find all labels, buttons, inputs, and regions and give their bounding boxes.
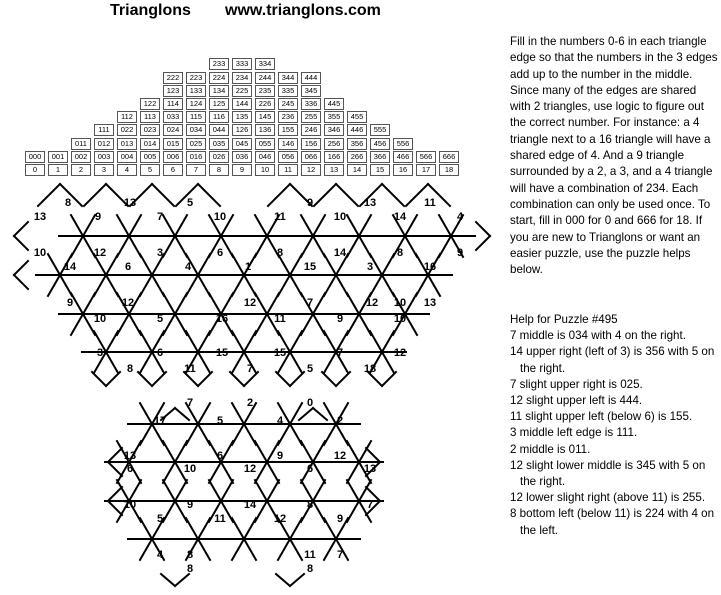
combo-cell: 335 [278,85,298,97]
triangle-number: 12 [365,297,379,309]
combo-cell: 236 [278,111,298,123]
combo-cell: 245 [278,98,298,110]
combo-cell: 226 [255,98,275,110]
grid-line [175,574,189,586]
sum-cell: 8 [209,164,229,176]
combo-cell: 146 [278,138,298,150]
triangle-number: 9 [66,297,74,309]
grid-line [198,372,212,386]
triangle-number: 8 [126,363,134,375]
sum-cell: 12 [301,164,321,176]
combo-cell: 166 [324,151,344,163]
triangle-number: 7 [336,347,344,359]
combo-cell: 125 [209,98,229,110]
combo-cell: 044 [209,124,229,136]
triangle-number: 14 [393,211,407,223]
triangle-number: 12 [273,513,287,525]
triangle-number: 12 [93,247,107,259]
combo-cell: 013 [117,138,137,150]
combo-cell: 136 [255,124,275,136]
combo-cell: 122 [140,98,160,110]
grid-line [314,184,336,206]
grid-line [14,261,28,275]
triangle-number: 13 [123,450,137,462]
help-item: 2 middle is 011. [510,442,591,456]
combo-cell: 014 [140,138,160,150]
triangle-number: 10 [393,313,407,325]
combo-cell: 003 [94,151,114,163]
grid-line [299,408,313,420]
grid-line [230,372,244,386]
combo-cell: 015 [163,138,183,150]
triangle-number: 0 [306,397,314,409]
help-item: 12 slight upper left is 444. [510,394,643,408]
triangle-number: 3 [366,261,374,273]
combo-cell: 566 [416,151,436,163]
triangle-number: 8 [186,549,194,561]
combo-cell: 345 [301,85,321,97]
grid-line [152,184,174,206]
triangle-number: 10 [123,499,137,511]
combo-cell: 366 [370,151,390,163]
combo-cell: 001 [48,151,68,163]
combo-cell: 113 [140,111,160,123]
grid-line [108,462,122,476]
triangle-number: 17 [153,415,167,427]
grid-line [161,574,175,586]
triangle-number: 11 [274,211,286,223]
sum-cell: 18 [439,164,459,176]
combo-cell: 224 [209,72,229,84]
triangle-number: 10 [213,211,227,223]
grid-line [336,184,358,206]
combo-cell: 244 [255,72,275,84]
triangle-number: 5 [306,363,314,375]
triangle-number: 6 [216,247,224,259]
combo-cell: 155 [278,124,298,136]
help-list [510,328,720,539]
combo-cell: 556 [393,138,413,150]
grid-line [313,408,327,420]
combo-cell: 333 [232,58,252,70]
triangle-number: 15 [215,347,229,359]
triangle-number: 12 [121,297,135,309]
combo-cell: 456 [370,138,390,150]
grid-line [108,487,122,501]
combo-cell: 555 [370,124,390,136]
combo-cell: 112 [117,111,137,123]
combo-cell: 002 [71,151,91,163]
triangle-number: 8 [306,563,314,575]
combo-cell: 055 [255,138,275,150]
triangle-number: 16 [423,261,437,273]
triangle-number: 6 [124,261,132,273]
combo-cell: 222 [163,72,183,84]
grid-line [92,372,106,386]
site-url[interactable]: www.trianglons.com [225,2,381,19]
combo-cell: 126 [232,124,252,136]
triangle-number: 10 [183,463,197,475]
page-header [0,2,505,24]
grid-line [38,184,60,206]
sum-cell: 10 [255,164,275,176]
triangle-number: 9 [276,450,284,462]
sum-cell: 5 [140,164,160,176]
combo-cell: 266 [347,151,367,163]
triangle-number: 13 [363,463,377,475]
triangle-number: 8 [276,247,284,259]
combo-cell: 225 [232,85,252,97]
combo-cell: 123 [163,85,183,97]
grid-line [476,236,490,250]
triangle-number: 9 [336,313,344,325]
grid-line [276,574,290,586]
triangle-number: 8 [396,247,404,259]
combo-cell: 056 [278,151,298,163]
triangle-number: 6 [156,347,164,359]
combo-cell: 035 [209,138,229,150]
triangle-number: 14 [333,247,347,259]
sum-cell: 16 [393,164,413,176]
combo-cell: 344 [278,72,298,84]
sum-cell: 14 [347,164,367,176]
combo-cell: 115 [186,111,206,123]
combo-cell: 016 [186,151,206,163]
combo-cell: 145 [255,111,275,123]
sum-cell: 6 [163,164,183,176]
triangle-number: 9 [456,247,464,259]
combo-cell: 066 [301,151,321,163]
triangle-number: 3 [96,347,104,359]
combo-cell: 024 [163,124,183,136]
triangle-number: 14 [243,499,257,511]
triangle-number: 11 [304,549,316,561]
combo-cell: 455 [347,111,367,123]
triangle-number: 9 [94,211,102,223]
combo-cell: 045 [232,138,252,150]
combo-cell: 444 [301,72,321,84]
grid-line [152,372,166,386]
grid-line [382,372,396,386]
combo-cell: 334 [255,58,275,70]
triangle-number: 13 [33,211,47,223]
sum-cell: 9 [232,164,252,176]
triangle-number: 6 [126,463,134,475]
grid-line [108,501,122,515]
combo-cell: 005 [140,151,160,163]
triangle-number: 7 [156,211,164,223]
combo-cell: 445 [324,98,344,110]
grid-line [382,184,404,206]
triangle-number: 7 [186,397,194,409]
triangle-number: 3 [156,247,164,259]
triangle-number: 5 [156,513,164,525]
sum-cell: 7 [186,164,206,176]
triangle-number: 4 [184,261,192,273]
combo-cell: 033 [163,111,183,123]
combo-cell: 346 [324,124,344,136]
grid-line [290,574,304,586]
help-title: Help for Puzzle #495 [510,313,618,326]
triangle-number: 2 [246,397,254,409]
sum-cell: 1 [48,164,68,176]
grid-line [175,408,189,420]
combo-cell: 666 [439,151,459,163]
triangle-number: 12 [333,450,347,462]
combo-cell: 022 [117,124,137,136]
combo-cell: 144 [232,98,252,110]
combo-cell: 004 [117,151,137,163]
combo-cell: 124 [186,98,206,110]
triangle-number: 5 [216,415,224,427]
triangle-number: 2 [336,415,344,427]
triangle-number: 6 [306,463,314,475]
combo-cell: 134 [209,85,229,97]
triangle-number: 7 [246,363,254,375]
instructions-text: Fill in the numbers 0-6 in each triangle edge so that the numbers in the 3 edges add up to the number in the middle. Since many of the edges are shared with 2 triangles, use logic to figure out the correct number. For instance: a 4 triangle next to a 16 triangle will have a shared edge of 4. And a 9 triangle surrounded by a 2, a 3, and a 4 triangle will have a combination of 234. Each combination can only be used once. To start, fill in 000 for 0 and 666 for 18. If you are new to Trianglons or want an easier puzzle, use the puzzle helps below. [510,35,718,277]
triangle-number: 8 [64,197,72,209]
grid-line [106,372,120,386]
combo-cell: 256 [324,138,344,150]
triangle-number: 11 [424,197,436,209]
grid-line [14,222,28,236]
sum-cell: 3 [94,164,114,176]
triangle-number: 10 [33,247,47,259]
help-item: 12 slight lower middle is 345 with 5 on the right. [510,458,706,489]
combo-cell: 036 [232,151,252,163]
combo-cell: 223 [186,72,206,84]
help-item: 14 upper right (left of 3) is 356 with 5 on the right. [510,345,715,375]
site-title: Trianglons [110,2,191,19]
combo-cell: 046 [255,151,275,163]
combo-cell: 233 [209,58,229,70]
combo-cell: 111 [94,124,114,136]
sum-cell: 2 [71,164,91,176]
triangle-number: 4 [156,549,164,561]
sum-cell: 0 [25,164,45,176]
triangle-number: 16 [215,313,229,325]
grid-line [290,372,304,386]
combo-cell: 011 [71,138,91,150]
sum-cell: 17 [416,164,436,176]
combo-cell: 116 [209,111,229,123]
triangle-number: 13 [423,297,437,309]
triangle-number: 14 [63,261,77,273]
combo-cell: 255 [301,111,321,123]
triangle-number: 4 [276,415,284,427]
combo-cell: 234 [232,72,252,84]
trianglon-puzzle-grid [0,176,505,591]
sum-cell: 4 [117,164,137,176]
grid-line [336,372,350,386]
triangle-number: 11 [184,363,196,375]
triangle-number: 4 [456,211,464,223]
grid-line [198,184,220,206]
combo-cell: 006 [163,151,183,163]
triangle-number: 12 [243,463,257,475]
help-item: 7 middle is 034 with 4 on the right. [510,329,686,343]
grid-line [14,236,28,250]
grid-line [322,372,336,386]
triangle-number: 10 [333,211,347,223]
triangle-number: 11 [274,313,286,325]
triangle-number: 10 [93,313,107,325]
triangle-number: 9 [186,499,194,511]
combo-cell: 025 [186,138,206,150]
triangle-number: 11 [214,513,226,525]
triangle-number: 5 [186,197,194,209]
combo-cell: 034 [186,124,206,136]
combo-cell: 466 [393,151,413,163]
triangle-number: 5 [156,313,164,325]
help-item: 8 bottom left (below 11) is 224 with 4 on the left. [510,507,715,537]
triangle-number: 10 [393,297,407,309]
combo-cell: 235 [255,85,275,97]
triangle-number: 15 [273,347,287,359]
triangle-number: 8 [306,499,314,511]
grid-line [14,275,28,289]
combo-cell: 114 [163,98,183,110]
triangle-number: 7 [366,499,374,511]
grid-line [276,372,290,386]
combo-cell: 012 [94,138,114,150]
help-item: 11 slight upper left (below 6) is 155. [510,410,693,424]
combo-cell: 336 [301,98,321,110]
sum-cell: 13 [324,164,344,176]
combo-cell: 356 [347,138,367,150]
grid-line [138,372,152,386]
grid-line [84,184,106,206]
triangle-number: 18 [363,363,377,375]
grid-line [108,448,122,462]
triangle-number: 13 [363,197,377,209]
combo-cell: 156 [301,138,321,150]
triangle-number: 12 [243,297,257,309]
combo-cell: 246 [301,124,321,136]
combo-cell: 000 [25,151,45,163]
combo-cell: 135 [232,111,252,123]
combo-cell: 133 [186,85,206,97]
triangle-number: 12 [393,347,407,359]
triangle-number: 6 [216,450,224,462]
combo-cell: 446 [347,124,367,136]
combo-cell: 355 [324,111,344,123]
help-item: 7 slight upper right is 025. [510,377,643,391]
grid-line [476,222,490,236]
grid-line [366,448,380,462]
triangle-number: 7 [336,549,344,561]
combo-cell: 026 [209,151,229,163]
grid-line [268,184,290,206]
help-item: 3 middle left edge is 111. [510,426,638,440]
triangle-number: 8 [186,563,194,575]
triangle-number: 1 [244,261,252,273]
sum-cell: 11 [278,164,298,176]
help-item: 12 lower slight right (above 11) is 255. [510,491,706,505]
triangle-number: 7 [306,297,314,309]
triangle-number: 15 [303,261,317,273]
triangle-number: 9 [306,197,314,209]
triangle-number: 9 [336,513,344,525]
triangle-number: 13 [123,197,137,209]
puzzle-help [510,312,720,539]
combo-cell: 023 [140,124,160,136]
sum-cell: 15 [370,164,390,176]
